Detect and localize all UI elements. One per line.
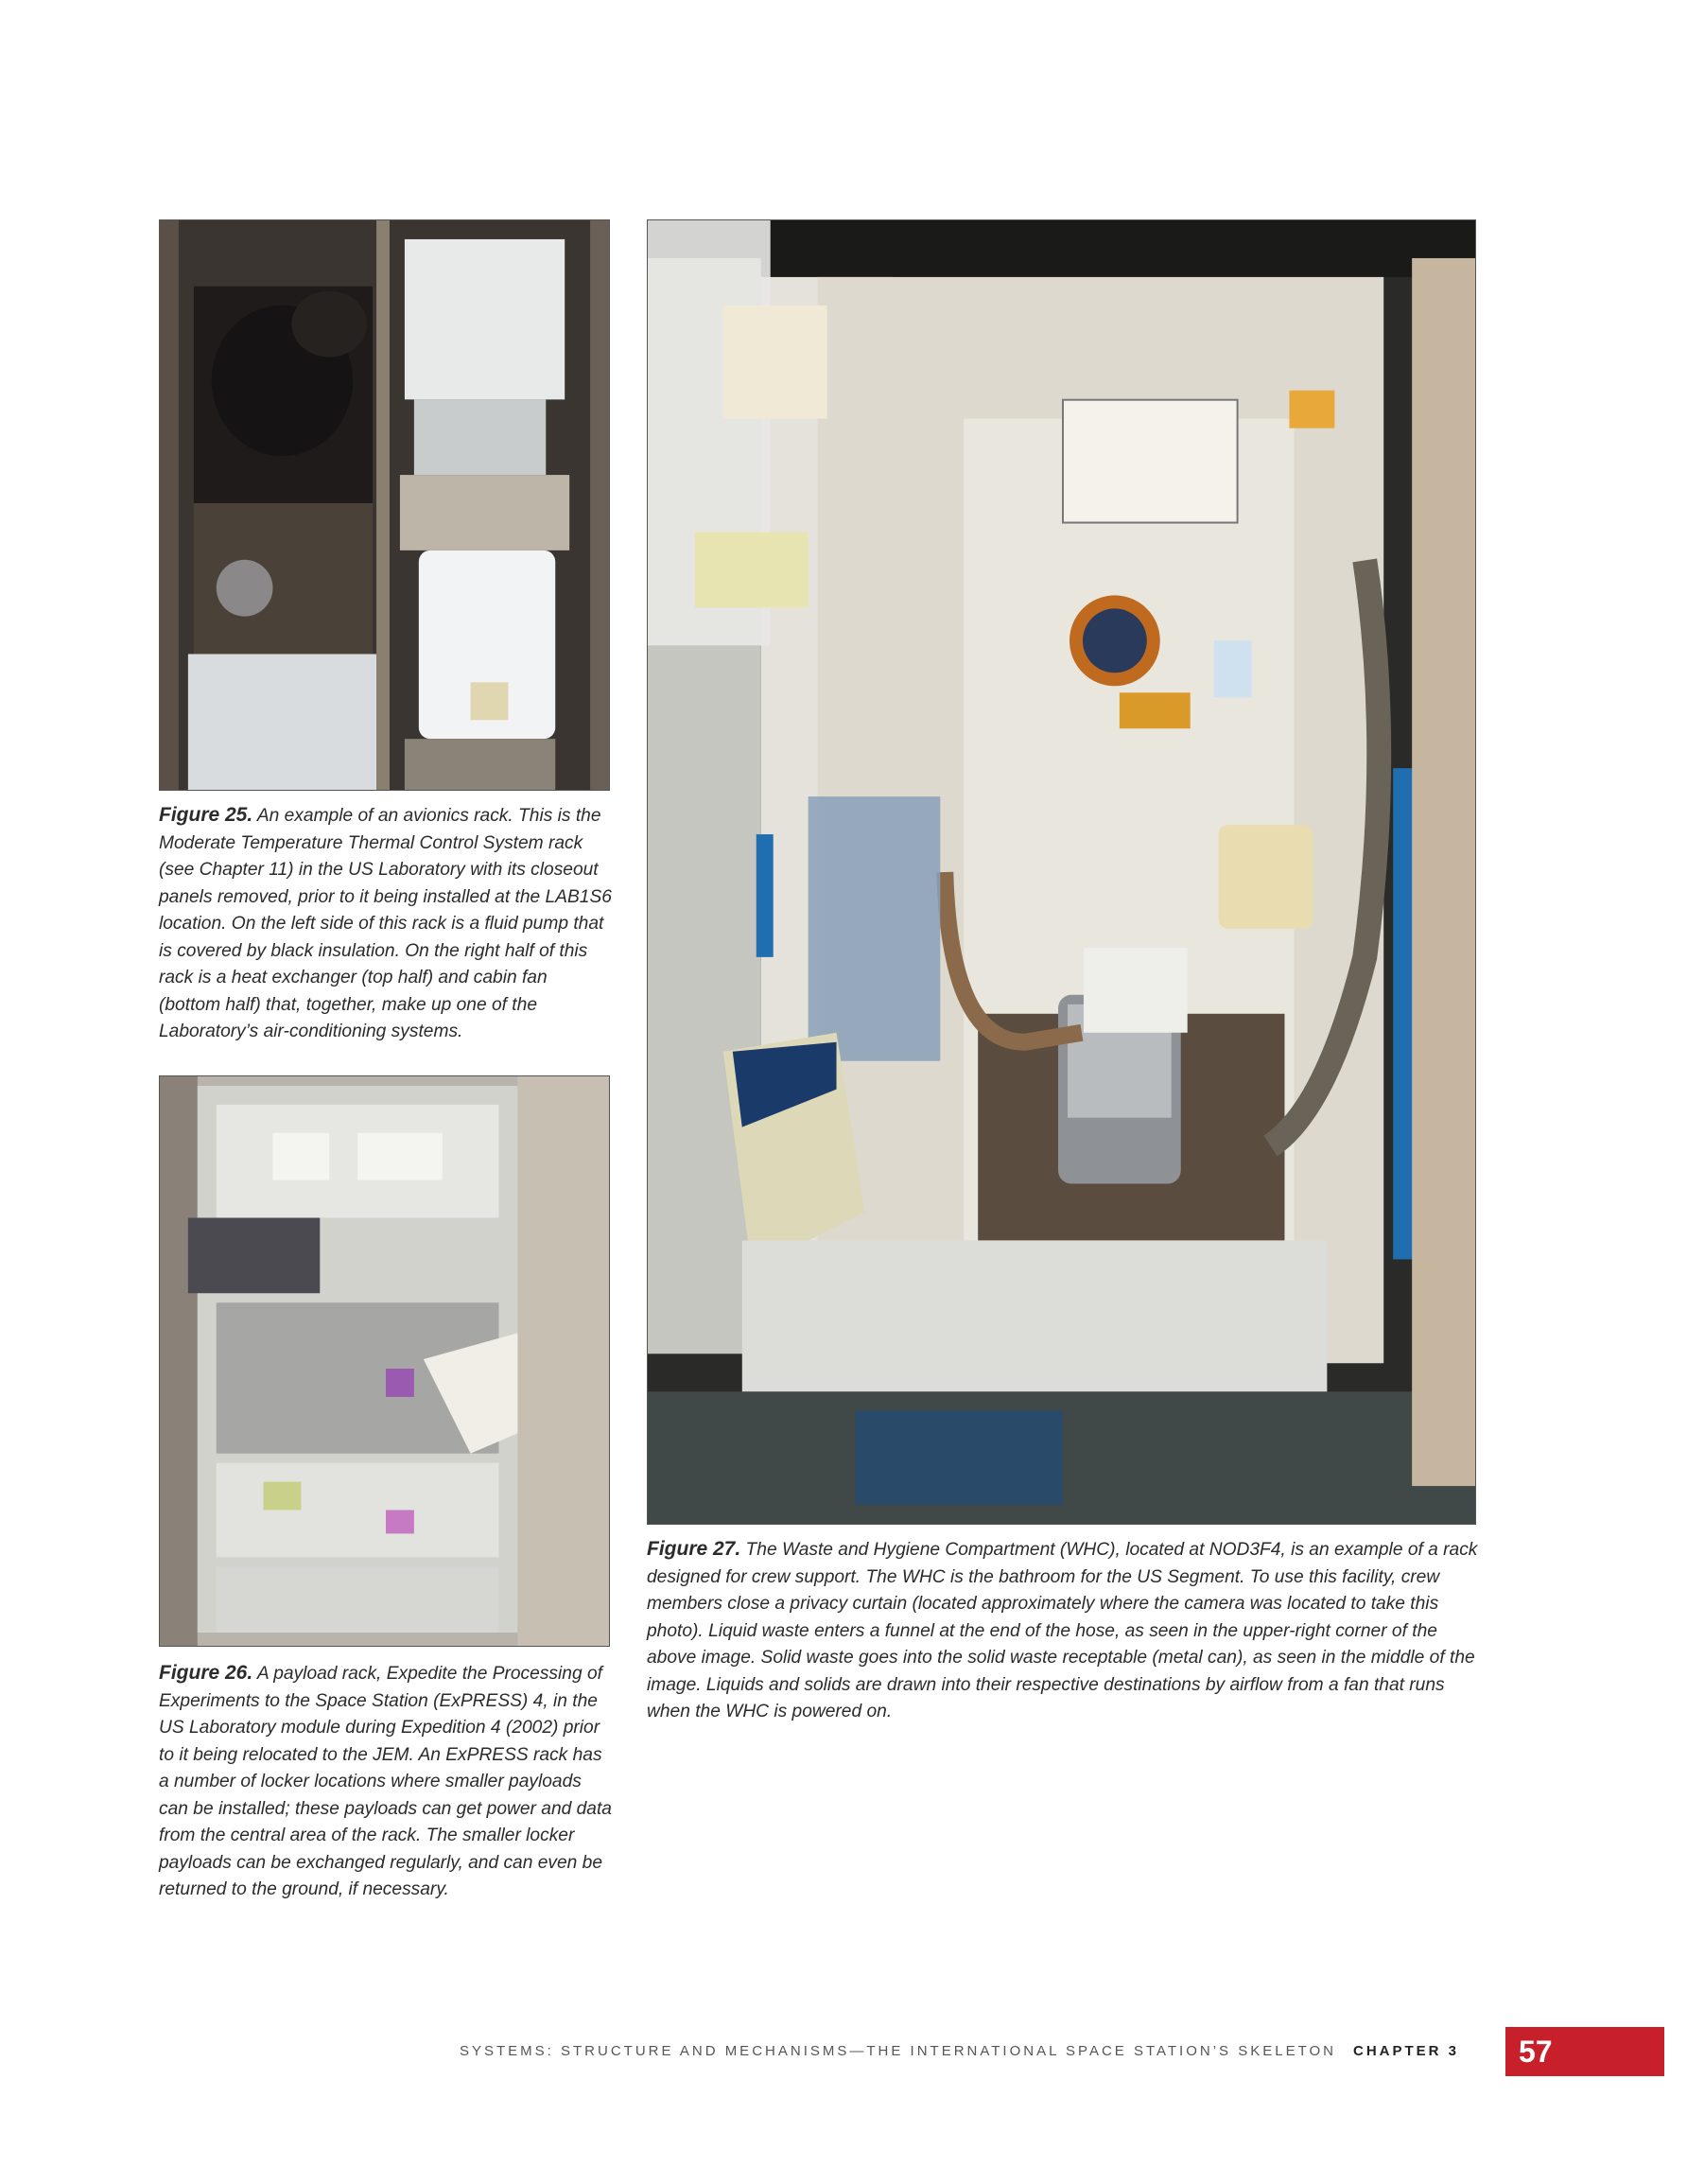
figure-27-text: The Waste and Hygiene Compartment (WHC), located at NOD3F4, is an example of a rack designed for crew support. The WHC is the bathroom for the US Segment. To use this facility, crew members close a privacy curtain (located approximately where the camera was located to take this photo). Liquid waste enters a funnel at the end of the hose, as seen in the upper-right corner of the above image. Solid waste goes into the solid waste receptable (metal can), as seen in the middle of the image. Liquids and solids are drawn into their respective destinations by airflow from a fan that runs when the WHC is powered on. [647, 1540, 1478, 1721]
figure-26-photo [159, 1075, 610, 1647]
page-number: 57 [1505, 2027, 1664, 2076]
running-footer [460, 2043, 1462, 2059]
figure-27-label: Figure 27. [647, 1538, 741, 1560]
figure-26-caption [159, 1660, 613, 1904]
figure-26-label: Figure 26. [159, 1662, 253, 1684]
footer-chapter: CHAPTER 3 [1353, 2043, 1460, 2059]
footer-title: SYSTEMS: STRUCTURE AND MECHANISMS—THE INTERNATIONAL SPACE STATION’S SKELETON [460, 2043, 1336, 2059]
figure-25-photo [159, 219, 610, 791]
figure-25-label: Figure 25. [159, 804, 253, 826]
figure-25-caption [159, 802, 613, 1046]
figure-27-caption [647, 1536, 1479, 1726]
figure-25-text: An example of an avionics rack. This is the Moderate Temperature Thermal Control System rack (see Chapter 11) in the US Laboratory with its closeout panels removed, prior to it being installed at the LAB1S6 location. On the left side of this rack is a fluid pump that is covered by black insulation. On the right half of this rack is a heat exchanger (top half) and cabin fan (bottom half) that, together, make up one of the Laboratory’s air-conditioning systems. [159, 806, 612, 1041]
figure-26-text: A payload rack, Expedite the Processing of Experiments to the Space Station (ExPRESS) 4, in the US Laboratory module during Expedition 4 (2002) prior to it being relocated to the JEM. An ExPRESS rack has a number of locker locations where smaller payloads can be installed; these payloads can get power and data from the central area of the rack. The smaller locker payloads can be exchanged regularly, and can even be returned to the ground, if necessary. [159, 1664, 612, 1899]
figure-27-photo [647, 219, 1476, 1525]
